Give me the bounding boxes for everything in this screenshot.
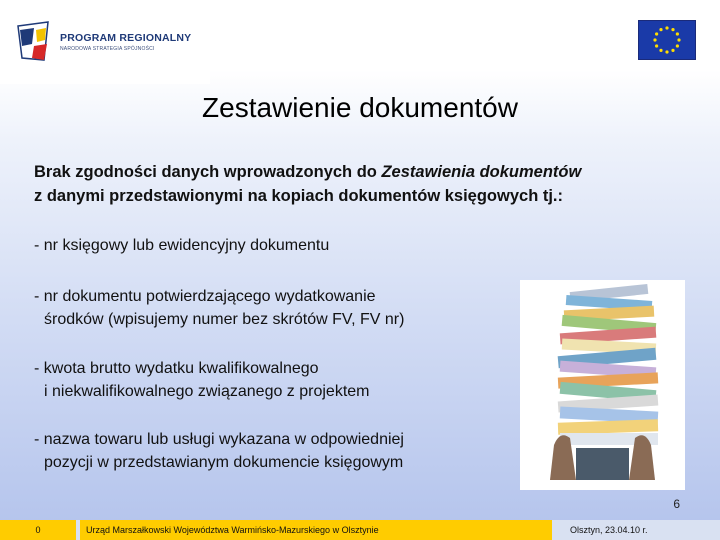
bullet-continuation: środków (wpisujemy numer bez skrótów FV, FV nr) (44, 311, 405, 328)
bullet-line: - nazwa towaru lub usługi wykazana w odpowiedniej (34, 431, 404, 448)
intro-line-2: z danymi przedstawionymi na kopiach dokumentów księgowych tj.: (34, 187, 564, 205)
flag-star (653, 38, 656, 41)
bullet-continuation: pozycji w przedstawianym dokumencie księgowym (44, 454, 404, 471)
bullet-item (34, 234, 329, 257)
page-number: 6 (673, 497, 680, 511)
footer-bar (0, 520, 720, 540)
flag-star (676, 32, 679, 35)
flag-star (665, 50, 668, 53)
slide-title: Zestawienie dokumentów (202, 92, 518, 123)
intro-text (34, 160, 694, 208)
footer-number: 0 (0, 520, 76, 540)
footer-date: Olsztyn, 23.04.10 r. (570, 525, 648, 535)
flag-star (676, 44, 679, 47)
document-stack-photo (520, 280, 685, 490)
bullet-item (34, 285, 404, 331)
bullet-line: - kwota brutto wydatku kwalifikowalnego (34, 360, 319, 377)
bullet-continuation: i niekwalifikowalnego związanego z projektem (44, 383, 370, 400)
flag-star (671, 49, 674, 52)
logo-subtitle: NARODOWA STRATEGIA SPÓJNOŚCI (60, 46, 155, 52)
flag-star (671, 28, 674, 31)
flag-star (677, 38, 680, 41)
bullet-line: - nr księgowy lub ewidencyjny dokumentu (34, 237, 330, 254)
flag-star (665, 26, 668, 29)
bullet-item (34, 357, 370, 403)
eu-flag-icon (638, 20, 696, 60)
intro-emphasis: Zestawienia dokumentów (381, 163, 582, 181)
footer-organization: Urząd Marszałkowski Województwa Warmińsko-Mazurskiego w Olsztynie (80, 520, 552, 540)
flag-star (659, 28, 662, 31)
bullet-line: - nr dokumentu potwierdzającego wydatkowanie (34, 288, 376, 305)
flag-star (655, 44, 658, 47)
bullet-item (34, 428, 404, 474)
flag-star (659, 49, 662, 52)
flag-star (655, 32, 658, 35)
intro-prefix: Brak zgodności danych wprowadzonych do (34, 163, 382, 181)
logo-title: PROGRAM REGIONALNY (60, 32, 192, 44)
program-logo (0, 0, 210, 84)
star-logo-icon (14, 20, 54, 64)
